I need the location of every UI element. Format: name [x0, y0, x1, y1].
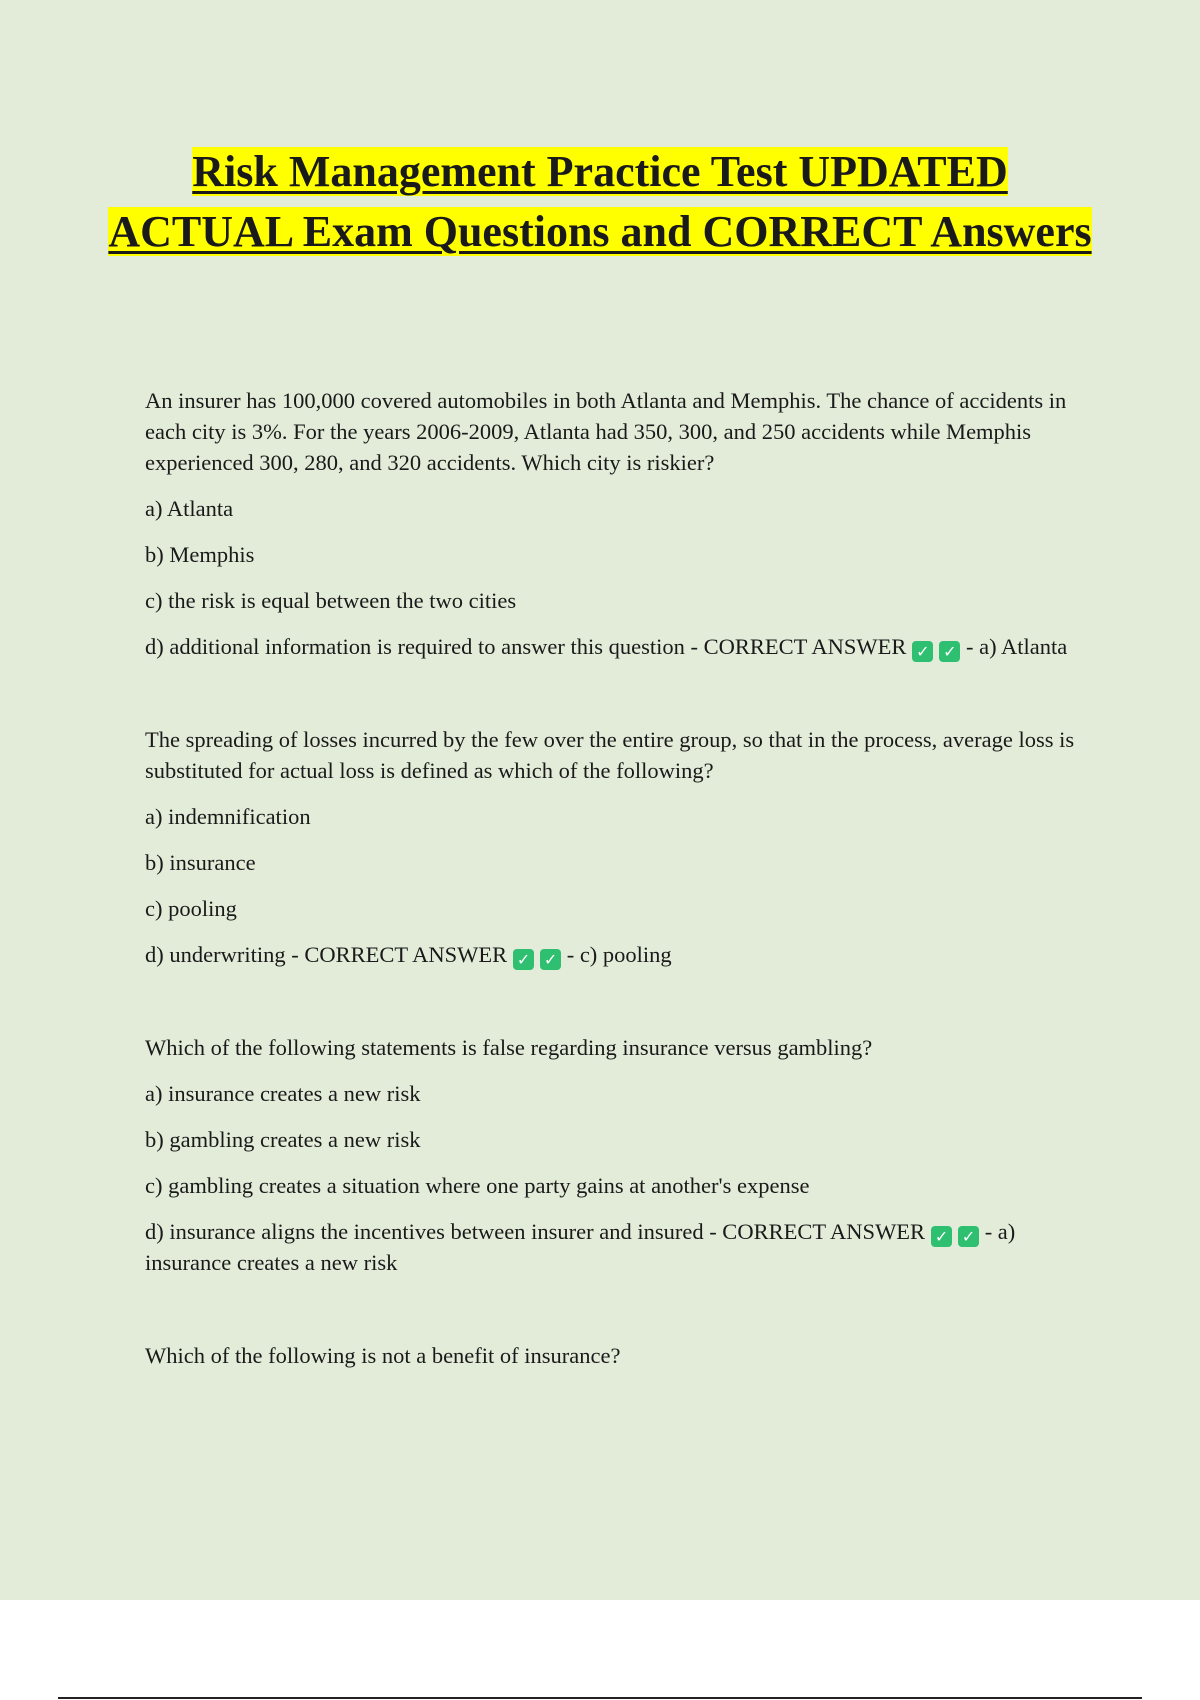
- answer-option-label: d) additional information is required to answer this question - CORRECT ANSWER: [145, 634, 907, 659]
- correct-answer-text: - a) insurance creates a new risk: [145, 1219, 1016, 1275]
- correct-answer-text: - c) pooling: [566, 942, 672, 967]
- question-block-4: [145, 1340, 1090, 1371]
- answer-option: a) insurance creates a new risk: [145, 1081, 421, 1106]
- question-text: Which of the following statements is false regarding insurance versus gambling?: [145, 1035, 873, 1060]
- answer-option: c) pooling: [145, 896, 237, 921]
- question-text: An insurer has 100,000 covered automobiles in both Atlanta and Memphis. The chance of accidents in each city is 3%. For the years 2006-2009, Atlanta had 350, 300, and 250 accidents while Memphis experienced 300, 280, and 320 accidents. Which city is riskier?: [145, 388, 1067, 475]
- check-mark-icon: ✓: [939, 641, 960, 662]
- answer-option: a) indemnification: [145, 804, 311, 829]
- check-mark-icon: ✓: [931, 1226, 952, 1247]
- answer-option: b) gambling creates a new risk: [145, 1127, 421, 1152]
- answer-option-label: d) underwriting - CORRECT ANSWER: [145, 942, 508, 967]
- check-mark-icon: ✓: [958, 1226, 979, 1247]
- question-block-3: [145, 1032, 1090, 1278]
- answer-option: a) Atlanta: [145, 496, 234, 521]
- question-text: The spreading of losses incurred by the few over the entire group, so that in the process, average loss is substituted for actual loss is defined as which of the following?: [145, 727, 1075, 783]
- answer-option-with-correct-answer: [145, 631, 1090, 662]
- check-mark-icon: ✓: [540, 949, 561, 970]
- answer-option: c) gambling creates a situation where one party gains at another's expense: [145, 1173, 810, 1198]
- footer-divider: [58, 1697, 1142, 1699]
- questions-content: [145, 385, 1090, 1433]
- answer-option: b) Memphis: [145, 542, 255, 567]
- answer-option: b) insurance: [145, 850, 256, 875]
- check-mark-icon: ✓: [513, 949, 534, 970]
- answer-option-with-correct-answer: [145, 939, 1090, 970]
- question-block-1: [145, 385, 1090, 662]
- correct-answer-text: - a) Atlanta: [966, 634, 1068, 659]
- answer-option-label: d) insurance aligns the incentives between insurer and insured - CORRECT ANSWER: [145, 1219, 926, 1244]
- question-block-2: [145, 724, 1090, 970]
- answer-option: c) the risk is equal between the two cities: [145, 588, 517, 613]
- question-text: Which of the following is not a benefit of insurance?: [145, 1343, 621, 1368]
- answer-option-with-correct-answer: [145, 1216, 1090, 1278]
- check-mark-icon: ✓: [912, 641, 933, 662]
- document-title-text: Risk Management Practice Test UPDATED ACTUAL Exam Questions and CORRECT Answers: [108, 147, 1092, 256]
- document-title: [100, 142, 1100, 262]
